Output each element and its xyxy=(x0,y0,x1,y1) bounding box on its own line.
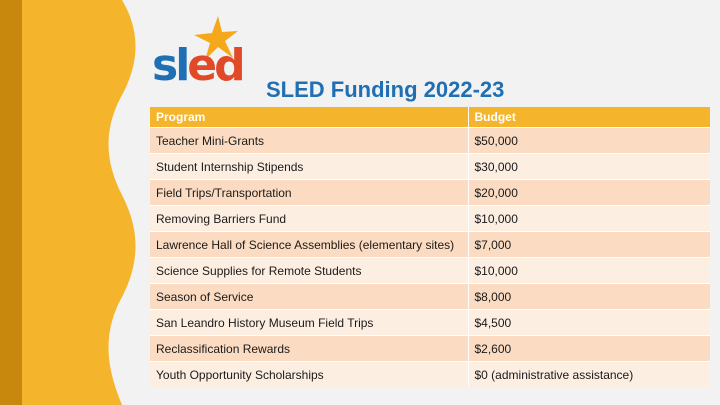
logo-letters-blue: sl xyxy=(152,40,188,91)
decorative-wave-border xyxy=(0,0,140,405)
column-header-program: Program xyxy=(150,107,468,128)
program-cell: Student Internship Stipends xyxy=(150,154,468,180)
table-header-row xyxy=(150,107,710,128)
program-cell: Removing Barriers Fund xyxy=(150,206,468,232)
page-title: SLED Funding 2022-23 xyxy=(266,77,505,102)
budget-cell: $4,500 xyxy=(468,310,710,336)
table-row xyxy=(150,154,710,180)
budget-cell: $30,000 xyxy=(468,154,710,180)
program-cell: Youth Opportunity Scholarships xyxy=(150,362,468,388)
budget-cell: $2,600 xyxy=(468,336,710,362)
program-cell: Season of Service xyxy=(150,284,468,310)
program-cell: Lawrence Hall of Science Assemblies (elementary sites) xyxy=(150,232,468,258)
table-row xyxy=(150,180,710,206)
dark-gold-stripe xyxy=(0,0,22,405)
funding-table xyxy=(150,107,710,387)
budget-cell: $7,000 xyxy=(468,232,710,258)
yellow-wave-panel xyxy=(22,0,136,405)
budget-cell: $0 (administrative assistance) xyxy=(468,362,710,388)
logo-wordmark xyxy=(152,40,243,91)
budget-cell: $20,000 xyxy=(468,180,710,206)
table-row xyxy=(150,336,710,362)
table-row xyxy=(150,310,710,336)
program-cell: Science Supplies for Remote Students xyxy=(150,258,468,284)
program-cell: San Leandro History Museum Field Trips xyxy=(150,310,468,336)
table-row xyxy=(150,284,710,310)
table-row xyxy=(150,206,710,232)
program-cell: Field Trips/Transportation xyxy=(150,180,468,206)
column-header-budget: Budget xyxy=(468,107,710,128)
program-cell: Teacher Mini-Grants xyxy=(150,128,468,154)
table-row xyxy=(150,232,710,258)
table-row xyxy=(150,362,710,388)
budget-cell: $10,000 xyxy=(468,206,710,232)
table-row xyxy=(150,128,710,154)
logo-letters-red: ed xyxy=(187,40,243,91)
table-row xyxy=(150,258,710,284)
budget-cell: $8,000 xyxy=(468,284,710,310)
program-cell: Reclassification Rewards xyxy=(150,336,468,362)
budget-cell: $50,000 xyxy=(468,128,710,154)
budget-cell: $10,000 xyxy=(468,258,710,284)
sled-logo xyxy=(148,14,248,102)
